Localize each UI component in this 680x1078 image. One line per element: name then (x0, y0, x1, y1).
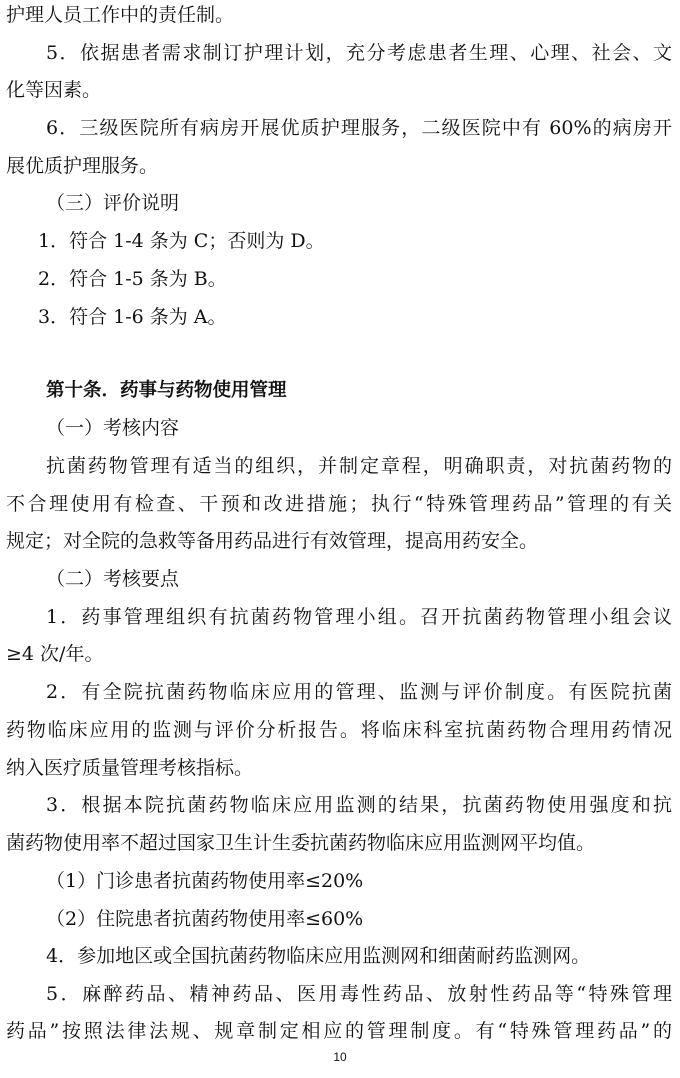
text-line: 1．符合 1-4 条为 C；否则为 D。 (38, 230, 325, 252)
text-line: 6．三级医院所有病房开展优质护理服务，二级医院中有 60%的病房开 (46, 117, 672, 139)
section-subheading: （三）评价说明 (46, 192, 180, 214)
section-subheading: （二）考核要点 (46, 568, 180, 590)
text-line: 5．麻醉药品、精神药品、医用毒性药品、放射性药品等“特殊管理 (46, 983, 672, 1005)
text-line: 规定；对全院的急救等备用药品进行有效管理，提高用药安全。 (6, 530, 539, 552)
text-line: 不合理使用有检查、干预和改进措施；执行“特殊管理药品”管理的有关 (6, 493, 672, 515)
text-line: 5．依据患者需求制订护理计划，充分考虑患者生理、心理、社会、文 (46, 42, 672, 64)
text-line: 4．参加地区或全国抗菌药物临床应用监测网和细菌耐药监测网。 (46, 945, 591, 967)
text-line: 药品”按照法律法规、规章制定相应的管理制度。有“特殊管理药品”的 (6, 1020, 672, 1042)
list-item: （2）住院患者抗菌药物使用率≤60% (46, 908, 364, 930)
text-line: 抗菌药物管理有适当的组织，并制定章程，明确职责，对抗菌药物的 (46, 455, 672, 477)
text-line: 1．药事管理组织有抗菌药物管理小组。召开抗菌药物管理小组会议 (46, 606, 672, 628)
text-line: 展优质护理服务。 (6, 155, 159, 177)
text-line: 2．有全院抗菌药物临床应用的管理、监测与评价制度。有医院抗菌 (46, 681, 672, 703)
text-line: 化等因素。 (6, 79, 102, 101)
list-item: （1）门诊患者抗菌药物使用率≤20% (46, 870, 364, 892)
text-line: ≥4 次/年。 (6, 643, 104, 665)
text-line: 护理人员工作中的责任制。 (6, 4, 235, 26)
text-line: 纳入医疗质量管理考核指标。 (6, 757, 254, 779)
text-line: 3．符合 1-6 条为 A。 (38, 306, 227, 328)
section-subheading: （一）考核内容 (46, 417, 180, 439)
page-number: 10 (333, 1050, 347, 1064)
text-line: 药物临床应用的监测与评价分析报告。将临床科室抗菌药物合理用药情况 (6, 719, 672, 741)
article-heading: 第十条．药事与药物使用管理 (46, 380, 287, 401)
text-line: 3．根据本院抗菌药物临床应用监测的结果，抗菌药物使用强度和抗 (46, 794, 672, 816)
text-line: 2．符合 1-5 条为 B。 (38, 268, 227, 290)
text-line: 菌药物使用率不超过国家卫生计生委抗菌药物临床应用监测网平均值。 (6, 832, 596, 854)
